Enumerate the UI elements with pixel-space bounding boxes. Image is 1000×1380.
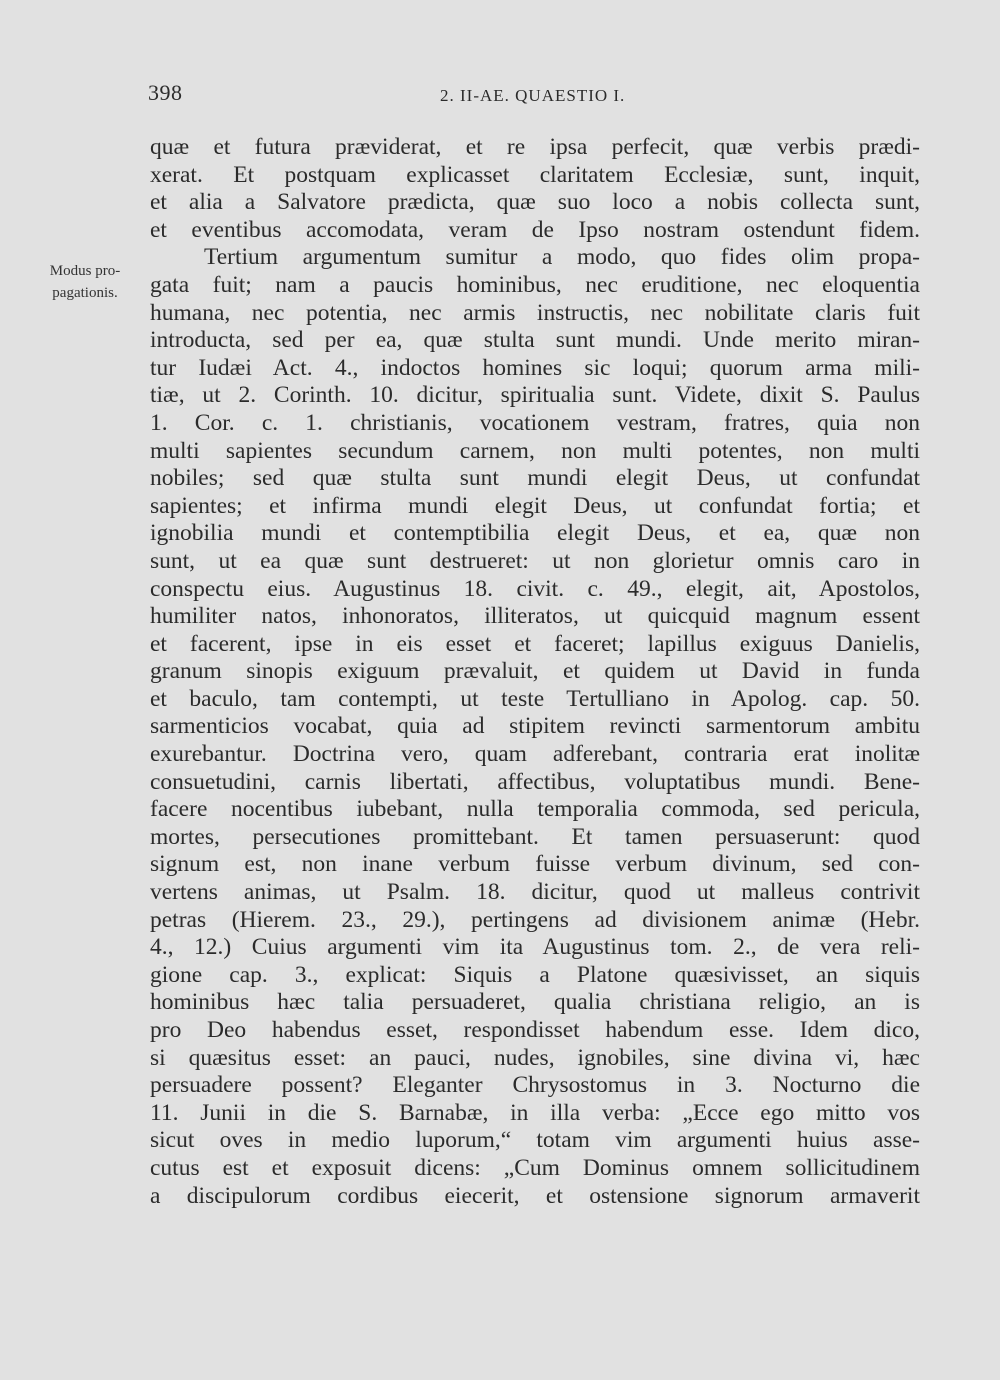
- text-line: sapientes; et infirma mundi elegit Deus, ut confundat fortia; et: [150, 492, 920, 519]
- text-line: tiæ, ut 2. Corinth. 10. dicitur, spiritualia sunt. Videte, dixit S. Paulus: [150, 382, 920, 409]
- text-line: sarmenticios vocabat, quia ad stipitem revincti sarmentorum ambitu: [150, 713, 920, 740]
- text-line: consuetudini, carnis libertati, affectibus, voluptatibus mundi. Bene-: [150, 768, 920, 795]
- text-line: tur Iudæi Act. 4., indoctos homines sic loqui; quorum arma mili-: [150, 354, 920, 381]
- text-line: humana, nec potentia, nec armis instructis, nec nobilitate claris fuit: [150, 299, 920, 326]
- text-line: signum est, non inane verbum fuisse verbum divinum, sed con-: [150, 851, 920, 878]
- text-line: persuadere possent? Eleganter Chrysostomus in 3. Nocturno die: [150, 1072, 920, 1099]
- text-line: granum sinopis exiguum prævaluit, et quidem ut David in funda: [150, 658, 920, 685]
- text-line: 1. Cor. c. 1. christianis, vocationem vestram, fratres, quia non: [150, 409, 920, 436]
- text-line: petras (Hierem. 23., 29.), pertingens ad divisionem animæ (Hebr.: [150, 906, 920, 933]
- body-text: [150, 134, 920, 1210]
- text-line: conspectu eius. Augustinus 18. civit. c. 49., elegit, ait, Apostolos,: [150, 575, 920, 602]
- text-line: et baculo, tam contempti, ut teste Tertulliano in Apolog. cap. 50.: [150, 685, 920, 712]
- page-number: 398: [148, 80, 183, 105]
- text-line: sunt, ut ea quæ sunt destrueret: ut non glorietur omnis caro in: [150, 547, 920, 574]
- text-line: multi sapientes secundum carnem, non multi potentes, non multi: [150, 437, 920, 464]
- text-line: 4., 12.) Cuius argumenti vim ita Augustinus tom. 2., de vera reli-: [150, 934, 920, 961]
- text-line: Tertium argumentum sumitur a modo, quo fides olim propa-: [204, 244, 920, 271]
- text-line: vertens animas, ut Psalm. 18. dicitur, quod ut malleus contrivit: [150, 879, 920, 906]
- text-line: et facerent, ipse in eis esset et faceret; lapillus exiguus Danielis,: [150, 630, 920, 657]
- text-line: nobiles; sed quæ stulta sunt mundi elegit Deus, ut confundat: [150, 465, 920, 492]
- text-line: gione cap. 3., explicat: Siquis a Platone quæsivisset, an siquis: [150, 961, 920, 988]
- margin-note-line: pagationis.: [52, 285, 118, 301]
- text-line: ignobilia mundi et contemptibilia elegit Deus, et ea, quæ non: [150, 520, 920, 547]
- text-line: hominibus hæc talia persuaderet, qualia christiana religio, an is: [150, 989, 920, 1016]
- margin-note: [30, 260, 140, 304]
- text-line: 11. Junii in die S. Barnabæ, in illa verba: „Ecce ego mitto vos: [150, 1099, 920, 1126]
- text-line: mortes, persecutiones promittebant. Et tamen persuaserunt: quod: [150, 823, 920, 850]
- text-line: xerat. Et postquam explicasset claritatem Ecclesiæ, sunt, inquit,: [150, 161, 920, 188]
- text-line: sicut oves in medio luporum,“ totam vim argumenti huius asse-: [150, 1127, 920, 1154]
- text-line: si quæsitus esset: an pauci, nudes, ignobiles, sine divina vi, hæc: [150, 1044, 920, 1071]
- text-line: cutus est et exposuit dicens: „Cum Dominus omnem sollicitudinem: [150, 1154, 920, 1181]
- running-title: 2. II-AE. QUAESTIO I.: [440, 86, 626, 105]
- text-line: quæ et futura præviderat, et re ipsa perfecit, quæ verbis prædi-: [150, 134, 920, 160]
- text-line: a discipulorum cordibus eiecerit, et ostensione signorum armaverit: [150, 1182, 920, 1209]
- text-line: introducta, sed per ea, quæ stulta sunt mundi. Unde merito miran-: [150, 327, 920, 354]
- text-line: gata fuit; nam a paucis hominibus, nec eruditione, nec eloquentia: [150, 271, 920, 298]
- text-line: humiliter natos, inhonoratos, illiteratos, ut quicquid magnum essent: [150, 603, 920, 630]
- text-line: et eventibus accomodata, veram de Ipso nostram ostendunt fidem.: [150, 216, 920, 243]
- text-line: et alia a Salvatore prædicta, quæ suo loco a nobis collecta sunt,: [150, 189, 920, 216]
- text-line: pro Deo habendus esset, respondisset habendum esse. Idem dico,: [150, 1017, 920, 1043]
- text-line: facere nocentibus iubebant, nulla temporalia commoda, sed pericula,: [150, 796, 920, 823]
- margin-note-line: Modus pro-: [49, 263, 121, 279]
- text-line: exurebantur. Doctrina vero, quam adferebant, contraria erat inolitæ: [150, 741, 920, 768]
